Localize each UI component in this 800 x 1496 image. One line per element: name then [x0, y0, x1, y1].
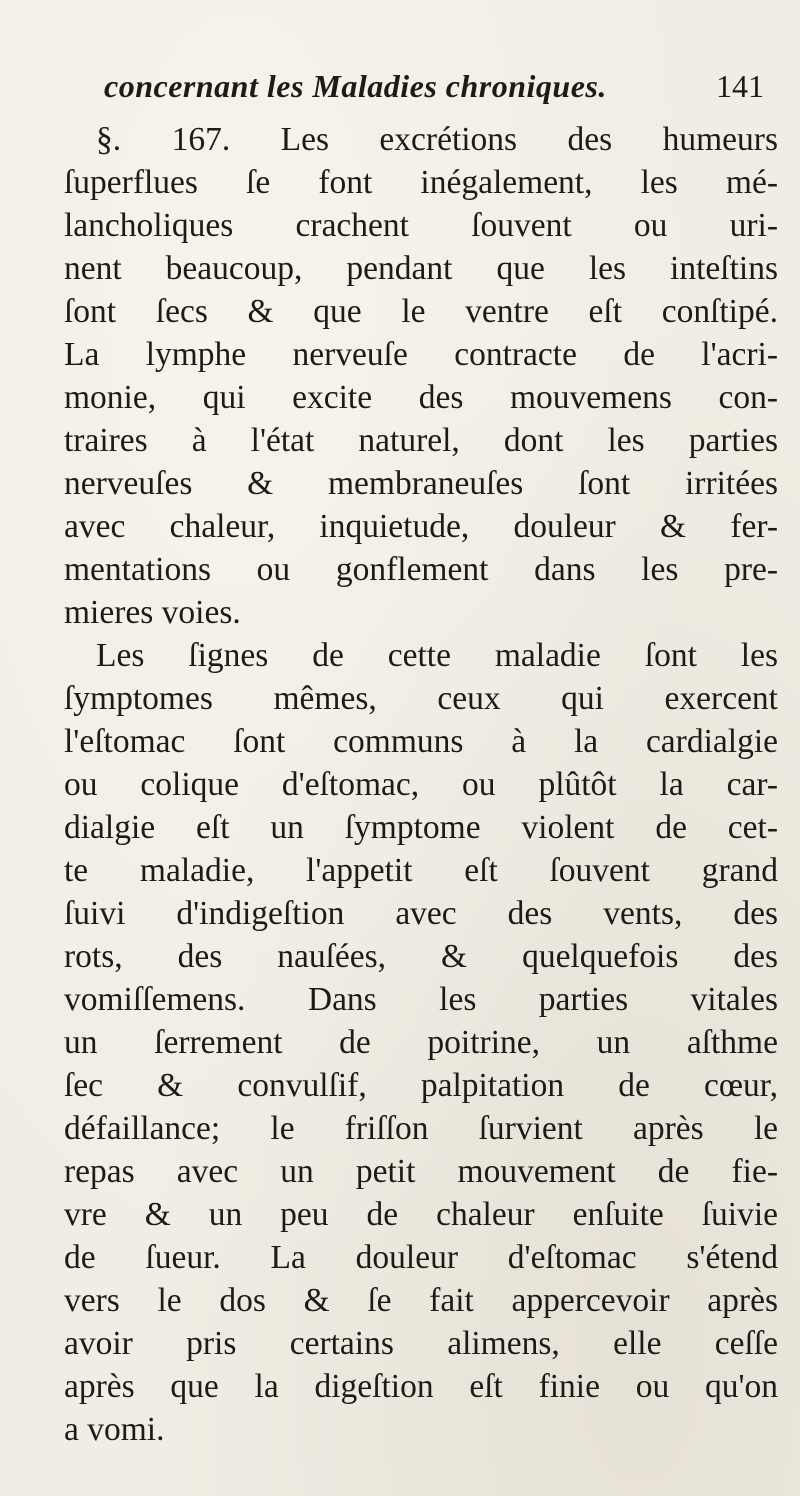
- text-line: te maladie, l'appetit eſt ſouvent grand: [64, 852, 778, 889]
- text-line: après que la digeſtion eſt finie ou qu'on: [64, 1368, 778, 1405]
- text-line: §. 167. Les excrétions des humeurs: [96, 121, 778, 158]
- text-line: nent beaucoup, pendant que les inteſtins: [64, 250, 778, 287]
- running-head: concernant les Maladies chroniques.: [104, 68, 607, 104]
- paragraph-2: [64, 636, 778, 1450]
- text-line: Les ſignes de cette maladie ſont les: [96, 637, 778, 674]
- paragraph-1: [64, 120, 778, 633]
- text-line: de ſueur. La douleur d'eſtomac s'étend: [64, 1239, 778, 1276]
- text-line: repas avec un petit mouvement de fie-: [64, 1153, 778, 1190]
- page-number: 141: [716, 68, 764, 104]
- text-line: vers le dos & ſe fait appercevoir après: [64, 1282, 778, 1319]
- text-line: a vomi.: [64, 1411, 165, 1448]
- text-line: ſymptomes mêmes, ceux qui exercent: [64, 680, 778, 717]
- text-line: traires à l'état naturel, dont les parties: [64, 422, 778, 459]
- text-line: ſuivi d'indigeſtion avec des vents, des: [64, 895, 778, 932]
- text-line: mieres voies.: [64, 594, 241, 631]
- text-line: avoir pris certains alimens, elle ceſſe: [64, 1325, 778, 1362]
- text-line: ſont ſecs & que le ventre eſt conſtipé.: [64, 293, 778, 330]
- page-header: [64, 66, 764, 116]
- text-line: un ſerrement de poitrine, un aſthme: [64, 1024, 778, 1061]
- text-line: ou colique d'eſtomac, ou plûtôt la car-: [64, 766, 778, 803]
- text-line: ſec & convulſif, palpitation de cœur,: [64, 1067, 778, 1104]
- text-line: vomiſſemens. Dans les parties vitales: [64, 981, 778, 1018]
- text-line: lancholiques crachent ſouvent ou uri-: [64, 207, 778, 244]
- text-line: avec chaleur, inquietude, douleur & fer-: [64, 508, 778, 545]
- text-line: mentations ou gonflement dans les pre-: [64, 551, 778, 588]
- text-line: vre & un peu de chaleur enſuite ſuivie: [64, 1196, 778, 1233]
- text-line: ſuperflues ſe font inégalement, les mé-: [64, 164, 778, 201]
- text-line: l'eſtomac ſont communs à la cardialgie: [64, 723, 778, 760]
- text-line: dialgie eſt un ſymptome violent de cet-: [64, 809, 778, 846]
- text-line: défaillance; le friſſon ſurvient après le: [64, 1110, 778, 1147]
- text-line: nerveuſes & membraneuſes ſont irritées: [64, 465, 778, 502]
- text-line: rots, des nauſées, & quelquefois des: [64, 938, 778, 975]
- body-text: [64, 120, 778, 1453]
- text-line: monie, qui excite des mouvemens con-: [64, 379, 778, 416]
- text-line: La lymphe nerveuſe contracte de l'acri-: [64, 336, 778, 373]
